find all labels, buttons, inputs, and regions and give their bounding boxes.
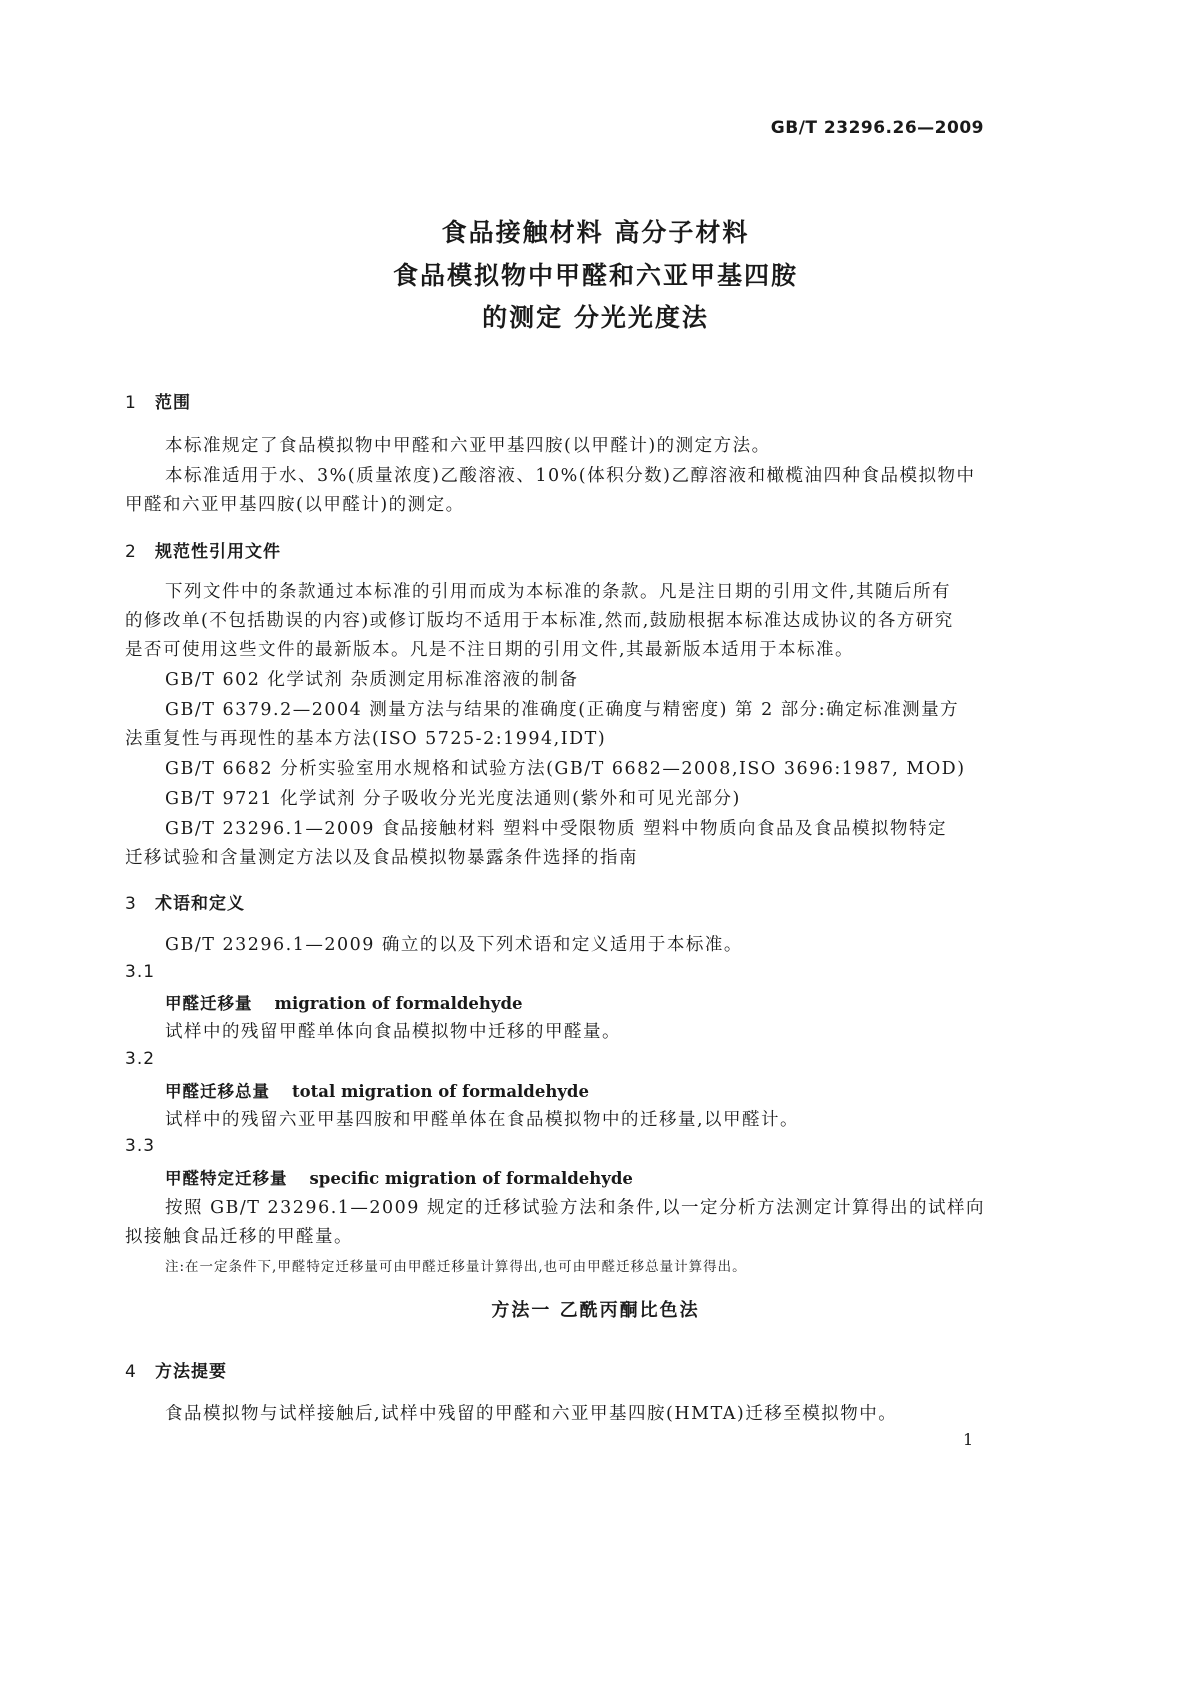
method-title: 方法一 乙酰丙酮比色法 xyxy=(491,1300,700,1321)
term-heading xyxy=(165,1078,589,1102)
reference-line: GB/T 23296.1—2009 食品接触材料 塑料中受限物质 塑料中物质向食品及食品模拟物特定 xyxy=(165,819,948,839)
section-number: 2 xyxy=(125,542,137,562)
term-heading xyxy=(165,990,523,1014)
section-title: 术语和定义 xyxy=(155,894,245,914)
paragraph-line: 本标准规定了食品模拟物中甲醛和六亚甲基四胺(以甲醛计)的测定方法。 xyxy=(165,436,771,456)
section-number: 4 xyxy=(125,1362,137,1382)
document-title-line-3: 的测定 分光光度法 xyxy=(482,303,709,332)
term-zh: 甲醛迁移量 xyxy=(165,994,253,1013)
paragraph-line: 的修改单(不包括勘误的内容)或修订版均不适用于本标准,然而,鼓励根据本标准达成协议的各方研究 xyxy=(125,611,954,631)
reference-line: GB/T 6379.2—2004 测量方法与结果的准确度(正确度与精密度) 第 2 部分:确定标准测量方 xyxy=(165,700,960,720)
term-zh: 甲醛迁移总量 xyxy=(165,1082,270,1101)
term-zh: 甲醛特定迁移量 xyxy=(165,1169,288,1188)
section-heading-2 xyxy=(125,537,281,562)
paragraph-line: 下列文件中的条款通过本标准的引用而成为本标准的条款。凡是注日期的引用文件,其随后所有 xyxy=(165,582,952,602)
definition-line: 拟接触食品迁移的甲醛量。 xyxy=(125,1227,353,1247)
paragraph-line: 食品模拟物与试样接触后,试样中残留的甲醛和六亚甲基四胺(HMTA)迁移至模拟物中。 xyxy=(165,1404,898,1424)
document-title-line-1: 食品接触材料 高分子材料 xyxy=(441,218,750,247)
definition-line: 试样中的残留甲醛单体向食品模拟物中迁移的甲醛量。 xyxy=(165,1022,621,1042)
section-heading-1 xyxy=(125,388,191,413)
section-title: 方法提要 xyxy=(155,1362,227,1382)
reference-line: 迁移试验和含量测定方法以及食品模拟物暴露条件选择的指南 xyxy=(125,848,638,868)
paragraph-line: 是否可使用这些文件的最新版本。凡是不注日期的引用文件,其最新版本适用于本标准。 xyxy=(125,640,855,660)
clause-number: 3.1 xyxy=(125,962,156,982)
section-heading-3 xyxy=(125,889,245,914)
definition-line: 试样中的残留六亚甲基四胺和甲醛单体在食品模拟物中的迁移量,以甲醛计。 xyxy=(165,1110,800,1130)
reference-line: GB/T 9721 化学试剂 分子吸收分光光度法通则(紫外和可见光部分) xyxy=(165,789,741,809)
term-en: total migration of formaldehyde xyxy=(292,1082,589,1101)
term-en: specific migration of formaldehyde xyxy=(309,1169,633,1188)
paragraph-line: 本标准适用于水、3%(质量浓度)乙酸溶液、10%(体积分数)乙醇溶液和橄榄油四种食品模拟物中 xyxy=(165,466,976,486)
section-title: 规范性引用文件 xyxy=(155,542,281,562)
reference-line: GB/T 602 化学试剂 杂质测定用标准溶液的制备 xyxy=(165,670,579,690)
section-title: 范围 xyxy=(155,393,191,413)
section-number: 3 xyxy=(125,894,137,914)
term-heading xyxy=(165,1165,633,1189)
section-heading-4 xyxy=(125,1357,227,1382)
paragraph-line: 甲醛和六亚甲基四胺(以甲醛计)的测定。 xyxy=(125,495,465,515)
definition-line: 按照 GB/T 23296.1—2009 规定的迁移试验方法和条件,以一定分析方法测定计算得出的试样向 xyxy=(165,1198,986,1218)
document-title-line-2: 食品模拟物中甲醛和六亚甲基四胺 xyxy=(392,261,798,290)
page-number: 1 xyxy=(963,1430,974,1449)
note: 注:在一定条件下,甲醛特定迁移量可由甲醛迁移量计算得出,也可由甲醛迁移总量计算得出。 xyxy=(165,1259,747,1275)
standard-code: GB/T 23296.26—2009 xyxy=(770,118,984,138)
paragraph-line: GB/T 23296.1—2009 确立的以及下列术语和定义适用于本标准。 xyxy=(165,935,743,955)
reference-line: 法重复性与再现性的基本方法(ISO 5725-2:1994,IDT) xyxy=(125,729,607,749)
section-number: 1 xyxy=(125,393,137,413)
reference-line: GB/T 6682 分析实验室用水规格和试验方法(GB/T 6682—2008,ISO 3696:1987, MOD) xyxy=(165,759,966,779)
clause-number: 3.2 xyxy=(125,1049,156,1069)
clause-number: 3.3 xyxy=(125,1136,156,1156)
term-en: migration of formaldehyde xyxy=(274,994,523,1013)
